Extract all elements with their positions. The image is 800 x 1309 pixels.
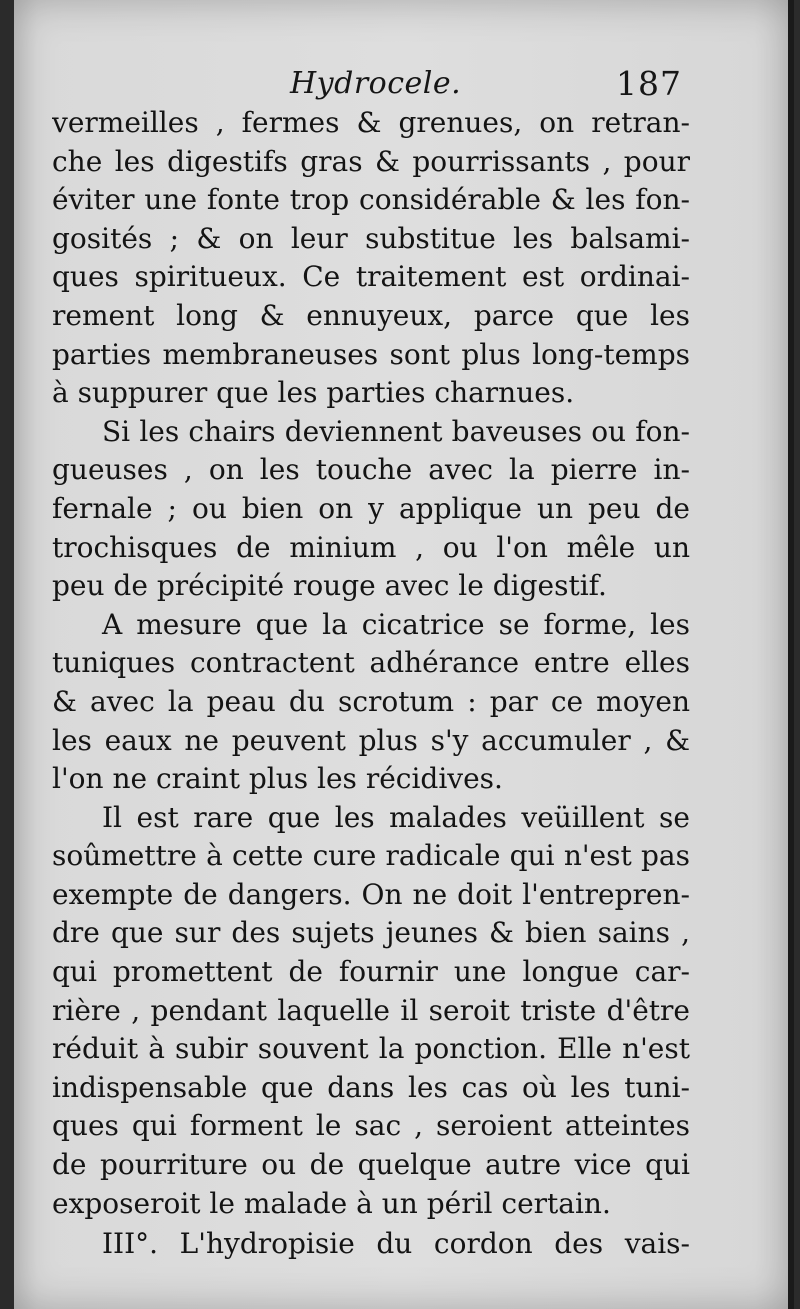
text-line: soûmettre à cette cure radicale qui n'est pas — [52, 839, 690, 873]
paragraph-start-line: Il est rare que les malades veüillent se — [102, 800, 690, 834]
text-line: tuniques contractent adhérance entre elles — [52, 646, 690, 680]
text-line: fernale ; ou bien on y applique un peu de — [52, 491, 690, 525]
text-line: indispensable que dans les cas où les tuni- — [52, 1070, 690, 1104]
text-line: & avec la peau du scrotum : par ce moyen — [52, 684, 690, 718]
page-edge-shadow — [788, 0, 794, 1309]
text-line: exposeroit le malade à un péril certain. — [52, 1186, 611, 1220]
text-line: exempte de dangers. On ne doit l'entrepren- — [52, 877, 690, 911]
page-number: 187 — [616, 64, 682, 103]
text-line: les eaux ne peuvent plus s'y accumuler , & — [52, 723, 690, 757]
text-line: ques qui forment le sac , seroient atteintes — [52, 1109, 690, 1143]
text-line: éviter une fonte trop considérable & les fon- — [52, 183, 690, 217]
book-page — [14, 0, 794, 1309]
paragraph-start-line: A mesure que la cicatrice se forme, les — [102, 607, 690, 641]
text-line: dre que sur des sujets jeunes & bien sains , — [52, 916, 690, 950]
text-line: l'on ne craint plus les récidives. — [52, 762, 503, 796]
text-line: gosités ; & on leur substitue les balsami- — [52, 221, 690, 255]
text-line: rement long & ennuyeux, parce que les — [52, 298, 690, 332]
text-line: vermeilles , fermes & grenues, on retran- — [52, 106, 690, 139]
text-line: à suppurer que les parties charnues. — [52, 376, 575, 410]
section-start-line: III°. L'hydropisie du cordon des vais- — [102, 1227, 690, 1261]
running-title: Hydrocele. — [290, 66, 462, 101]
text-line: ques spiritueux. Ce traitement est ordinai- — [52, 260, 690, 294]
text-line: gueuses , on les touche avec la pierre in- — [52, 453, 690, 487]
text-line: rière , pendant laquelle il seroit triste d'être — [52, 993, 690, 1027]
paragraph-start-line: Si les chairs deviennent baveuses ou fon- — [102, 414, 690, 448]
text-line: che les digestifs gras & pourrissants , pour — [52, 144, 690, 178]
text-line: de pourriture ou de quelque autre vice qui — [52, 1148, 690, 1182]
text-line: peu de précipité rouge avec le digestif. — [52, 569, 607, 603]
text-line: qui promettent de fournir une longue car- — [52, 955, 690, 989]
text-line: parties membraneuses sont plus long-temps — [52, 337, 690, 371]
text-line: trochisques de minium , ou l'on mêle un — [52, 530, 690, 564]
body-text — [52, 104, 690, 1264]
text-line: réduit à subir souvent la ponction. Elle n'est — [52, 1032, 690, 1066]
